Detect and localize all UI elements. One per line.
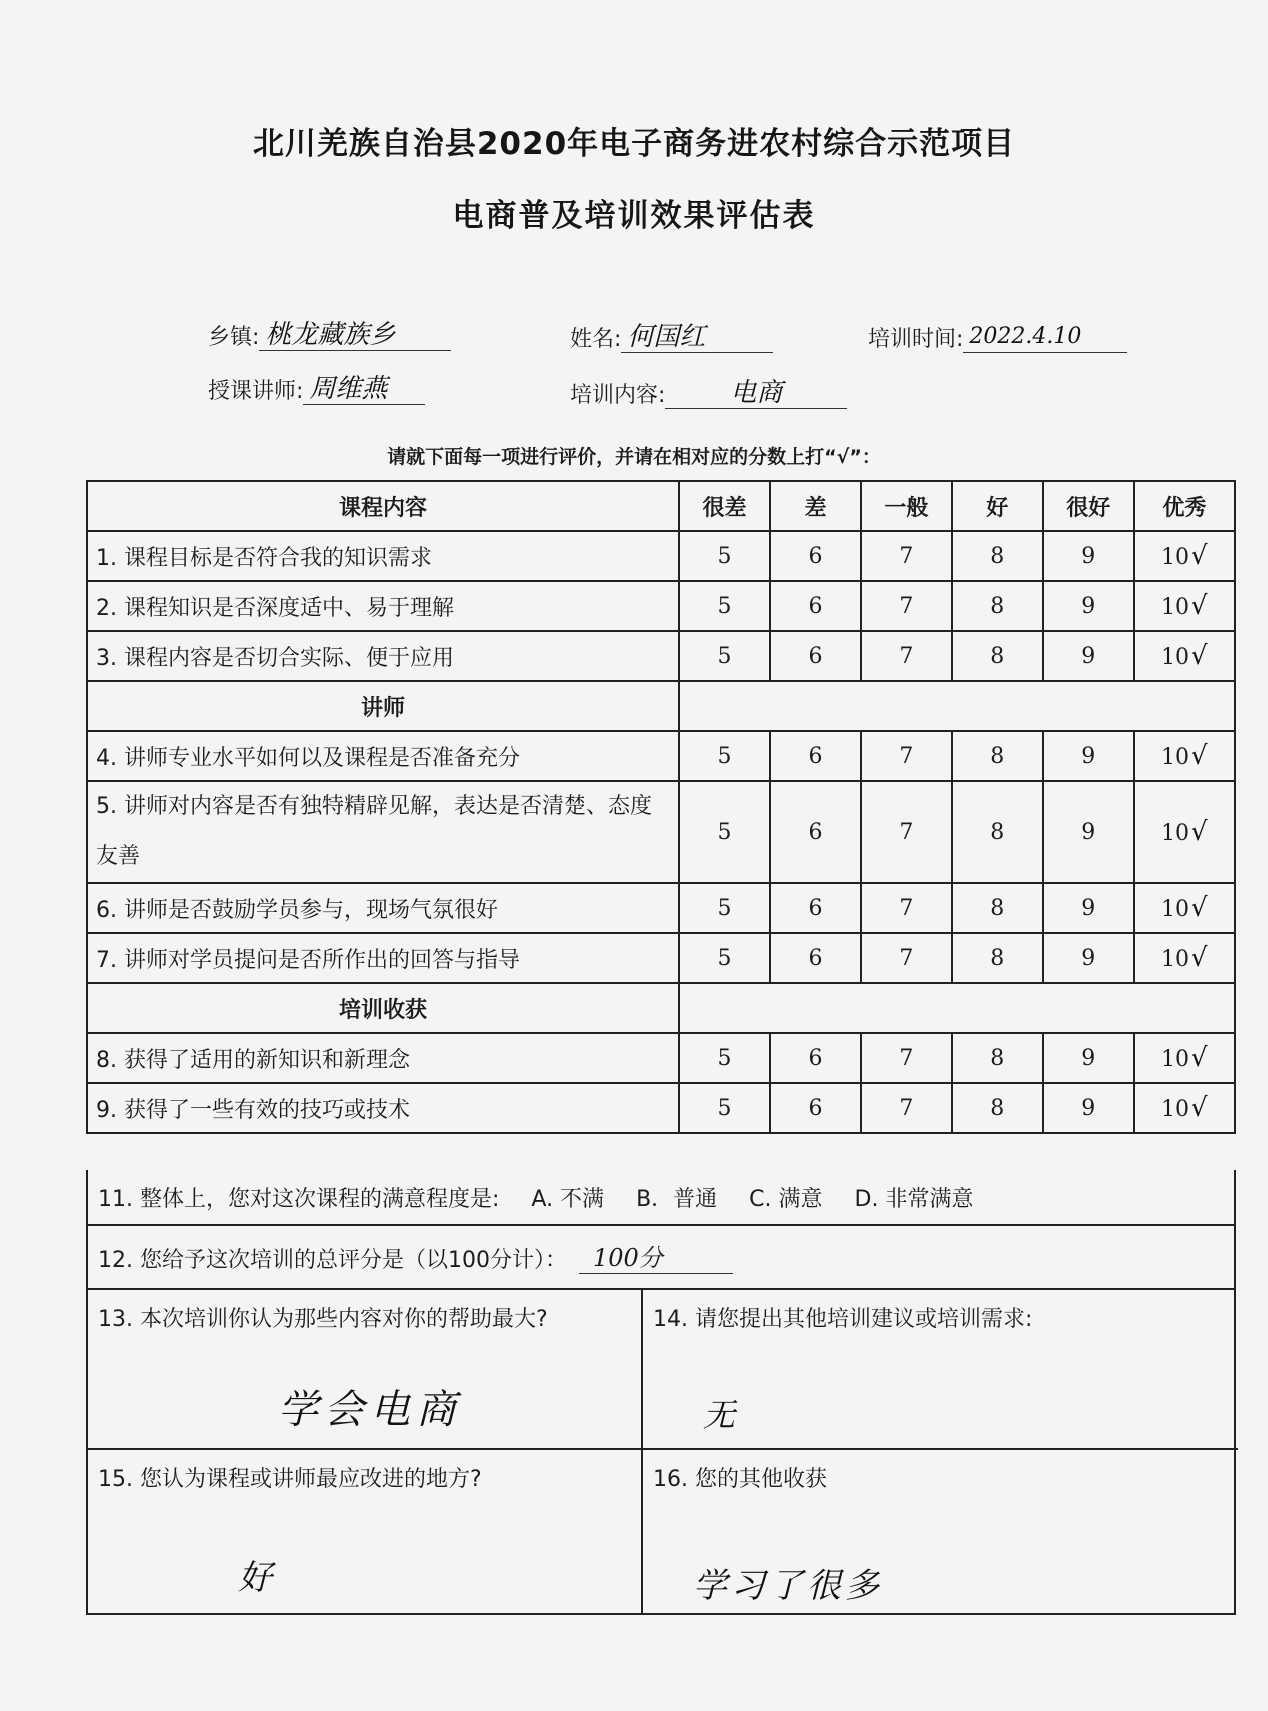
lecturer-field — [208, 374, 425, 405]
score-9[interactable]: 9 — [1043, 781, 1134, 883]
score-8[interactable]: 8 — [952, 781, 1043, 883]
training-content-label: 培训内容: — [570, 383, 666, 408]
header-course-content: 课程内容 — [87, 481, 679, 531]
lecturer-label: 授课讲师: — [208, 379, 304, 404]
score-10-cell[interactable] — [1134, 531, 1235, 581]
item-label: 1. 课程目标是否符合我的知识需求 — [87, 531, 679, 581]
instruction-text: 请就下面每一项进行评价，并请在相对应的分数上打“√”： — [387, 446, 881, 468]
check-icon: √ — [1191, 1043, 1208, 1073]
score-8[interactable]: 8 — [952, 1033, 1043, 1083]
score-5[interactable]: 5 — [679, 883, 770, 933]
name-field — [570, 322, 773, 353]
check-icon: √ — [1191, 893, 1208, 923]
item-label: 5. 讲师对内容是否有独特精辟见解，表达是否清楚、态度友善 — [87, 781, 679, 883]
section-blank — [679, 681, 1235, 731]
q14-answer: 无 — [703, 1396, 736, 1434]
score-9[interactable]: 9 — [1043, 1083, 1134, 1133]
item-label: 8. 获得了适用的新知识和新理念 — [87, 1033, 679, 1083]
score-8[interactable]: 8 — [952, 581, 1043, 631]
town-label: 乡镇: — [208, 325, 260, 350]
q15-answer: 好 — [238, 1558, 272, 1598]
score-8[interactable]: 8 — [952, 631, 1043, 681]
training-time-value: 2022.4.10 — [963, 322, 1127, 353]
score-5[interactable]: 5 — [679, 781, 770, 883]
score-5[interactable]: 5 — [679, 1083, 770, 1133]
score-10-cell[interactable] — [1134, 883, 1235, 933]
q11-option-a[interactable]: A. 不满 — [531, 1187, 605, 1212]
score-7[interactable]: 7 — [861, 933, 952, 983]
score-8[interactable]: 8 — [952, 731, 1043, 781]
score-10: 10 — [1161, 947, 1190, 972]
lecturer-value: 周维燕 — [303, 374, 425, 405]
score-10-cell[interactable] — [1134, 581, 1235, 631]
score-8[interactable]: 8 — [952, 1083, 1043, 1133]
header-average: 一般 — [861, 481, 952, 531]
score-6[interactable]: 6 — [770, 781, 861, 883]
town-field — [208, 320, 451, 351]
town-value: 桃龙藏族乡 — [259, 320, 451, 351]
q13-cell[interactable] — [88, 1290, 643, 1450]
score-10-cell[interactable] — [1134, 1033, 1235, 1083]
q14-cell[interactable] — [643, 1290, 1238, 1450]
q12-row — [86, 1226, 1236, 1290]
score-6[interactable]: 6 — [770, 933, 861, 983]
header-good: 好 — [952, 481, 1043, 531]
item-label: 9. 获得了一些有效的技巧或技术 — [87, 1083, 679, 1133]
open-questions-grid — [86, 1290, 1236, 1615]
check-icon: √ — [1191, 591, 1208, 621]
score-9[interactable]: 9 — [1043, 581, 1134, 631]
score-10: 10 — [1161, 745, 1190, 770]
item-label: 6. 讲师是否鼓励学员参与，现场气氛很好 — [87, 883, 679, 933]
score-9[interactable]: 9 — [1043, 1033, 1134, 1083]
score-10-cell[interactable] — [1134, 1083, 1235, 1133]
item-label: 7. 讲师对学员提问是否所作出的回答与指导 — [87, 933, 679, 983]
score-7[interactable]: 7 — [861, 631, 952, 681]
training-time-label: 培训时间: — [868, 327, 964, 352]
check-icon: √ — [1191, 817, 1208, 847]
item-label: 4. 讲师专业水平如何以及课程是否准备充分 — [87, 731, 679, 781]
score-6[interactable]: 6 — [770, 631, 861, 681]
q11-text: 11. 整体上，您对这次课程的满意程度是: — [98, 1187, 500, 1212]
score-5[interactable]: 5 — [679, 933, 770, 983]
training-content-value: 电商 — [665, 378, 847, 409]
score-7[interactable]: 7 — [861, 1033, 952, 1083]
q11-option-b[interactable]: B．普通 — [636, 1187, 718, 1212]
form-subtitle: 电商普及培训效果评估表 — [452, 198, 816, 234]
q13-text: 13. 本次培训你认为那些内容对你的帮助最大? — [98, 1307, 548, 1332]
score-6[interactable]: 6 — [770, 1083, 861, 1133]
score-9[interactable]: 9 — [1043, 731, 1134, 781]
header-very-poor: 很差 — [679, 481, 770, 531]
score-6[interactable]: 6 — [770, 581, 861, 631]
check-icon: √ — [1191, 641, 1208, 671]
training-time-field — [868, 322, 1127, 353]
score-10-cell[interactable] — [1134, 781, 1235, 883]
q12-text: 12. 您给予这次培训的总评分是（以100分计）： — [98, 1248, 567, 1273]
score-6[interactable]: 6 — [770, 1033, 861, 1083]
score-6[interactable]: 6 — [770, 883, 861, 933]
q16-answer: 学习了很多 — [693, 1566, 883, 1606]
check-icon: √ — [1191, 943, 1208, 973]
score-9[interactable]: 9 — [1043, 631, 1134, 681]
score-10: 10 — [1161, 645, 1190, 670]
score-7[interactable]: 7 — [861, 781, 952, 883]
q16-cell[interactable] — [643, 1450, 1238, 1615]
table-row — [87, 933, 1235, 983]
score-10: 10 — [1161, 545, 1190, 570]
score-6[interactable]: 6 — [770, 531, 861, 581]
table-row — [87, 1083, 1235, 1133]
section-lecturer-label: 讲师 — [87, 681, 679, 731]
q11-option-c[interactable]: C. 满意 — [749, 1187, 823, 1212]
q14-text: 14. 请您提出其他培训建议或培训需求: — [653, 1307, 1033, 1332]
section-row-gains — [87, 983, 1235, 1033]
check-icon: √ — [1191, 541, 1208, 571]
table-row — [87, 781, 1235, 883]
score-9[interactable]: 9 — [1043, 883, 1134, 933]
score-8[interactable]: 8 — [952, 883, 1043, 933]
score-10: 10 — [1161, 821, 1190, 846]
table-row — [87, 1033, 1235, 1083]
form-title: 北川羌族自治县2020年电子商务进农村综合示范项目 — [252, 126, 1016, 162]
score-5[interactable]: 5 — [679, 631, 770, 681]
score-10-cell[interactable] — [1134, 731, 1235, 781]
header-very-good: 很好 — [1043, 481, 1134, 531]
score-10: 10 — [1161, 1047, 1190, 1072]
score-7[interactable]: 7 — [861, 581, 952, 631]
score-9[interactable]: 9 — [1043, 531, 1134, 581]
score-8[interactable]: 8 — [952, 933, 1043, 983]
score-10: 10 — [1161, 897, 1190, 922]
q15-cell[interactable] — [88, 1450, 643, 1615]
score-7[interactable]: 7 — [861, 883, 952, 933]
score-9[interactable]: 9 — [1043, 933, 1134, 983]
item-label: 2. 课程知识是否深度适中、易于理解 — [87, 581, 679, 631]
score-10-cell[interactable] — [1134, 933, 1235, 983]
score-5[interactable]: 5 — [679, 1033, 770, 1083]
q16-text: 16. 您的其他收获 — [653, 1467, 827, 1492]
score-8[interactable]: 8 — [952, 531, 1043, 581]
score-7[interactable]: 7 — [861, 731, 952, 781]
score-10: 10 — [1161, 1097, 1190, 1122]
item-label: 3. 课程内容是否切合实际、便于应用 — [87, 631, 679, 681]
q13-answer: 学会电商 — [278, 1387, 462, 1433]
table-row — [87, 581, 1235, 631]
section-gains-label: 培训收获 — [87, 983, 679, 1033]
name-label: 姓名: — [570, 327, 622, 352]
score-10: 10 — [1161, 595, 1190, 620]
q11-option-d[interactable]: D. 非常满意 — [854, 1187, 974, 1212]
evaluation-table — [86, 480, 1236, 1134]
score-5[interactable]: 5 — [679, 531, 770, 581]
score-10-cell[interactable] — [1134, 631, 1235, 681]
section-row-lecturer — [87, 681, 1235, 731]
table-row — [87, 883, 1235, 933]
training-content-field — [570, 378, 847, 409]
score-7[interactable]: 7 — [861, 531, 952, 581]
check-icon: √ — [1191, 741, 1208, 771]
table-row — [87, 531, 1235, 581]
check-icon: √ — [1191, 1093, 1208, 1123]
score-5[interactable]: 5 — [679, 731, 770, 781]
section-blank — [679, 983, 1235, 1033]
score-7[interactable]: 7 — [861, 1083, 952, 1133]
name-value: 何国红 — [621, 322, 773, 353]
score-5[interactable]: 5 — [679, 581, 770, 631]
q12-score-value[interactable]: 100分 — [579, 1238, 733, 1274]
table-row — [87, 731, 1235, 781]
header-poor: 差 — [770, 481, 861, 531]
q11-row — [86, 1170, 1236, 1226]
table-header-row — [87, 481, 1235, 531]
header-excellent: 优秀 — [1134, 481, 1235, 531]
score-6[interactable]: 6 — [770, 731, 861, 781]
q15-text: 15. 您认为课程或讲师最应改进的地方? — [98, 1467, 482, 1492]
table-row — [87, 631, 1235, 681]
